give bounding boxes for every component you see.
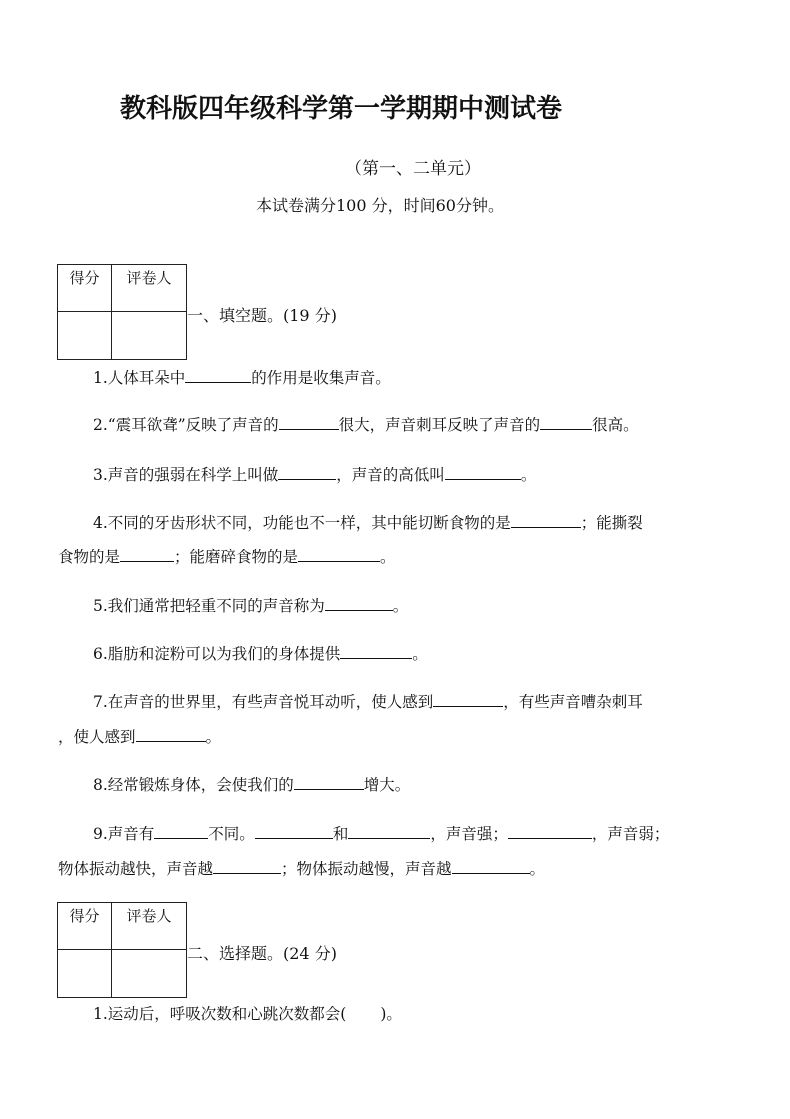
- question-text: 。: [412, 645, 428, 663]
- score-label: 得分: [58, 903, 112, 950]
- question-1-1: [93, 365, 391, 388]
- question-text: ，有些声音嘈杂刺耳: [503, 693, 643, 711]
- question-text: 。: [380, 548, 396, 566]
- question-text: 食物的是: [58, 548, 121, 566]
- question-text: 6.脂肪和淀粉可以为我们的身体提供: [93, 645, 341, 663]
- question-1-9-cont: [58, 856, 545, 879]
- section1-heading: 一、填空题。(19 分): [187, 306, 337, 325]
- question-1-9: [93, 821, 669, 844]
- answer-blank[interactable]: [445, 462, 521, 480]
- question-text: 。: [529, 860, 546, 878]
- answer-blank[interactable]: [294, 772, 364, 790]
- grader-cell[interactable]: [112, 312, 187, 360]
- question-1-7-cont: [58, 724, 221, 747]
- question-text: 和: [332, 825, 349, 843]
- grader-label: 评卷人: [112, 903, 187, 950]
- question-2-1: [93, 1002, 402, 1024]
- question-text: 。: [520, 466, 537, 484]
- question-text: 很高。: [592, 416, 639, 434]
- answer-blank[interactable]: [298, 544, 380, 562]
- exam-subtitle: （第一、二单元）: [345, 159, 481, 179]
- score-cell[interactable]: [58, 312, 112, 360]
- answer-blank[interactable]: [452, 856, 530, 874]
- question-text: 8.经常锻炼身体，会使我们的: [93, 776, 294, 794]
- exam-title: 教科版四年级科学第一学期期中测试卷: [120, 94, 563, 124]
- grader-label: 评卷人: [112, 265, 187, 312]
- question-text: 7.在声音的世界里，有些声音悦耳动听，使人感到: [93, 693, 434, 711]
- answer-blank[interactable]: [185, 365, 251, 383]
- question-text: 1.运动后，呼吸次数和心跳次数都会(: [93, 1005, 347, 1023]
- question-1-7: [93, 689, 643, 712]
- question-text: 2.“震耳欲聋”反映了声音的: [93, 416, 279, 434]
- question-text: 。: [205, 728, 222, 746]
- answer-blank[interactable]: [120, 544, 174, 562]
- answer-blank[interactable]: [255, 821, 333, 839]
- answer-blank[interactable]: [340, 641, 412, 659]
- question-text: 。: [392, 597, 409, 615]
- question-text: 9.声音有: [93, 825, 155, 843]
- answer-blank[interactable]: [136, 724, 206, 742]
- answer-blank[interactable]: [540, 412, 592, 430]
- question-1-6: [93, 641, 428, 664]
- answer-blank[interactable]: [279, 412, 339, 430]
- answer-blank[interactable]: [325, 593, 393, 611]
- question-text: )。: [380, 1005, 402, 1023]
- question-text: ，声音强；: [430, 825, 508, 843]
- grader-cell[interactable]: [112, 950, 187, 998]
- question-text: ；能磨碎食物的是: [174, 548, 299, 566]
- answer-blank[interactable]: [154, 821, 208, 839]
- answer-blank[interactable]: [348, 821, 430, 839]
- score-label: 得分: [58, 265, 112, 312]
- answer-blank[interactable]: [433, 689, 503, 707]
- question-text: ，声音弱；: [591, 825, 670, 843]
- score-cell[interactable]: [58, 950, 112, 998]
- question-text: 物体振动越快，声音越: [58, 860, 214, 878]
- question-text: 3.声音的强弱在科学上叫做: [93, 466, 279, 484]
- answer-blank[interactable]: [213, 856, 281, 874]
- question-1-2: [93, 412, 639, 435]
- answer-blank[interactable]: [508, 821, 592, 839]
- question-1-4-cont: [58, 544, 396, 567]
- question-text: 1.人体耳朵中: [93, 369, 186, 387]
- question-text: 很大，声音刺耳反映了声音的: [338, 416, 541, 434]
- question-1-8: [93, 772, 410, 795]
- score-box-section2: [57, 902, 187, 998]
- question-text: 的作用是收集声音。: [251, 369, 391, 387]
- score-box-section1: [57, 264, 187, 360]
- question-text: ；能撕裂: [580, 514, 643, 532]
- question-text: 5.我们通常把轻重不同的声音称为: [93, 597, 325, 615]
- answer-blank[interactable]: [278, 462, 336, 480]
- question-text: ，声音的高低叫: [336, 466, 445, 484]
- question-text: 增大。: [363, 776, 411, 794]
- section2-heading: 二、选择题。(24 分): [187, 944, 337, 963]
- question-text: ，使人感到: [58, 728, 136, 746]
- exam-info: 本试卷满分100 分，时间60分钟。: [256, 196, 504, 215]
- question-text: 4.不同的牙齿形状不同，功能也不一样，其中能切断食物的是: [93, 514, 511, 532]
- question-text: ；物体振动越慢，声音越: [281, 860, 452, 878]
- question-1-4: [93, 510, 643, 533]
- answer-blank[interactable]: [511, 510, 581, 528]
- question-text: 不同。: [208, 825, 255, 843]
- question-1-3: [93, 462, 536, 485]
- question-1-5: [93, 593, 408, 616]
